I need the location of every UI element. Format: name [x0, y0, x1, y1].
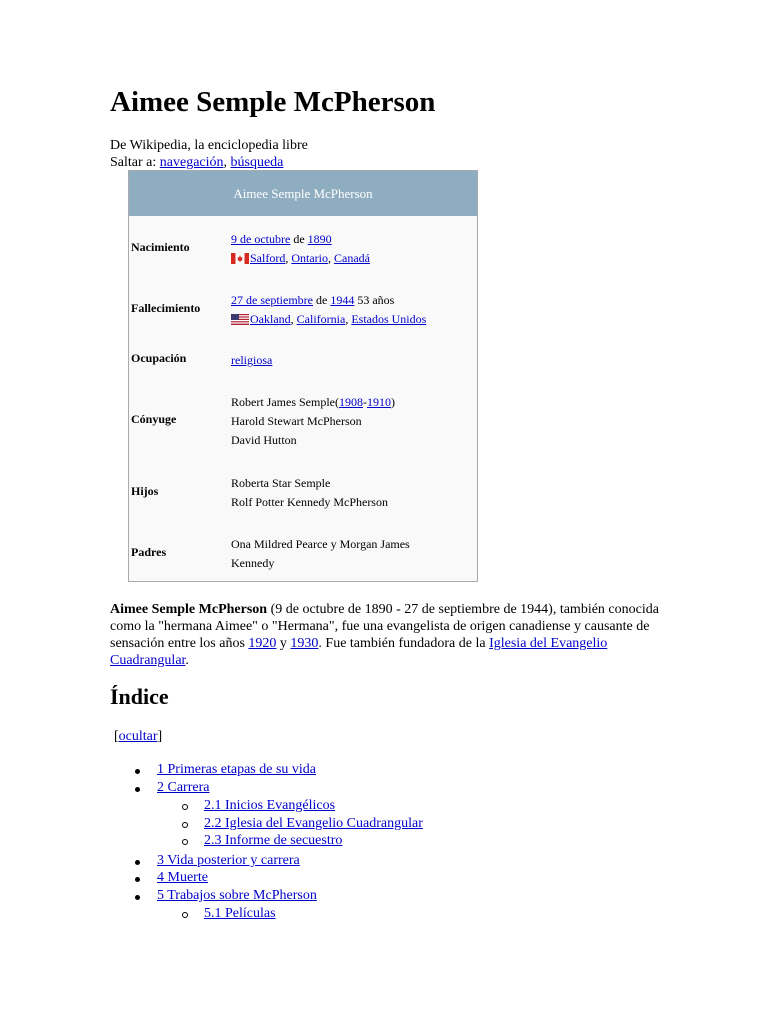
comma: ,	[285, 251, 292, 265]
toc-item[interactable]: 3 Vida posterior y carrera	[157, 853, 300, 868]
spouse3: David Hutton	[231, 433, 297, 447]
death-city-link[interactable]: Oakland	[250, 312, 291, 326]
birth-label: Nacimiento	[131, 240, 190, 254]
death-de: de	[312, 293, 331, 307]
occupation-label: Ocupación	[131, 351, 187, 365]
comma: ,	[345, 312, 352, 326]
spouse1-to-link[interactable]: 1910	[366, 395, 391, 409]
church-link[interactable]: Iglesia del Evangelio Cuadrangular	[110, 636, 608, 668]
birth-province-link[interactable]: Ontario	[291, 251, 328, 265]
year-1930-link[interactable]: 1930	[290, 636, 319, 651]
search-link[interactable]: búsqueda	[230, 155, 284, 170]
intro-text1: (9 de octubre de 1890 - 27 de septiembre de 1944), también conocida como la "hermana Aimee" o "Hermana", fue una evangelista de origen canadiense y causante de sensación entre los años	[110, 602, 659, 651]
death-state-link[interactable]: California	[296, 312, 346, 326]
spouse2: Harold Stewart McPherson	[231, 414, 362, 428]
spouse1-close: )	[390, 395, 395, 409]
death-country-link[interactable]: Estados Unidos	[351, 312, 427, 326]
infobox-header: Aimee Semple McPherson	[129, 171, 477, 216]
death-date-link[interactable]: 27 de septiembre	[231, 293, 313, 307]
toc-heading: Índice	[110, 684, 169, 709]
death-label: Fallecimiento	[131, 301, 201, 315]
spouse1-from-link[interactable]: 1908	[338, 395, 363, 409]
circle-bullet-icon	[182, 804, 188, 810]
toc-item[interactable]: 2.1 Inicios Evangélicos	[204, 798, 336, 813]
spouse-label: Cónyuge	[131, 412, 177, 426]
circle-bullet-icon	[182, 839, 188, 845]
toc-toggle	[114, 729, 162, 745]
birth-date-link[interactable]: 9 de octubre	[231, 232, 291, 246]
toc-item[interactable]: 2 Carrera	[157, 780, 210, 795]
birth-value	[231, 230, 370, 268]
spouse1-name: Robert James Semple(	[231, 395, 339, 409]
occupation-value	[231, 351, 272, 370]
children-value	[231, 474, 388, 512]
spouse1-dash: -	[362, 395, 367, 409]
navigation-link[interactable]: navegación	[159, 155, 224, 170]
child2: Rolf Potter Kennedy McPherson	[231, 495, 388, 509]
circle-bullet-icon	[182, 912, 188, 918]
canada-flag-icon	[231, 251, 249, 262]
death-age: 53 años	[354, 293, 395, 307]
page-title: Aimee Semple McPherson	[110, 86, 436, 118]
intro-bold-name: Aimee Semple McPherson	[110, 602, 268, 617]
toc-item[interactable]: 4 Muerte	[157, 870, 208, 885]
toc-item[interactable]: 2.3 Informe de secuestro	[204, 833, 343, 848]
parents-value	[231, 535, 410, 573]
toc-hide-link[interactable]: ocultar	[118, 729, 158, 744]
bullet-icon	[135, 769, 140, 774]
toc-open-bracket: [	[114, 729, 119, 744]
children-label: Hijos	[131, 484, 159, 498]
bullet-icon	[135, 787, 140, 792]
child1: Roberta Star Semple	[231, 476, 331, 490]
parents-line2: Kennedy	[231, 556, 275, 570]
birth-city-link[interactable]: Salford	[250, 251, 286, 265]
parents-label: Padres	[131, 545, 167, 559]
spouse-value	[231, 393, 395, 450]
jump-prefix: Saltar a:	[110, 155, 160, 170]
intro-paragraph	[110, 601, 666, 669]
birth-country-link[interactable]: Canadá	[333, 251, 370, 265]
toc-item[interactable]: 1 Primeras etapas de su vida	[157, 762, 317, 777]
bullet-icon	[135, 895, 140, 900]
comma: ,	[290, 312, 297, 326]
intro-text2: y	[276, 636, 291, 651]
usa-flag-icon	[231, 312, 249, 323]
toc-item[interactable]: 5 Trabajos sobre McPherson	[157, 888, 317, 903]
parents-line1: Ona Mildred Pearce y Morgan James	[231, 537, 410, 551]
death-year-link[interactable]: 1944	[330, 293, 355, 307]
intro-text3: . Fue también fundadora de la	[318, 636, 490, 651]
death-value	[231, 291, 426, 329]
circle-bullet-icon	[182, 822, 188, 828]
bullet-icon	[135, 860, 140, 865]
birth-de: de	[290, 232, 308, 246]
comma: ,	[327, 251, 334, 265]
toc-close-bracket: ]	[157, 729, 163, 744]
intro-text4: .	[185, 653, 189, 668]
site-subtitle: De Wikipedia, la enciclopedia libre	[110, 138, 308, 153]
occupation-link[interactable]: religiosa	[231, 353, 273, 367]
jump-links	[110, 154, 283, 171]
bullet-icon	[135, 877, 140, 882]
birth-year-link[interactable]: 1890	[307, 232, 332, 246]
toc-item[interactable]: 5.1 Películas	[204, 906, 276, 921]
year-1920-link[interactable]: 1920	[248, 636, 277, 651]
toc-item[interactable]: 2.2 Iglesia del Evangelio Cuadrangular	[204, 816, 423, 831]
jump-separator: ,	[223, 155, 231, 170]
infobox	[128, 170, 478, 582]
